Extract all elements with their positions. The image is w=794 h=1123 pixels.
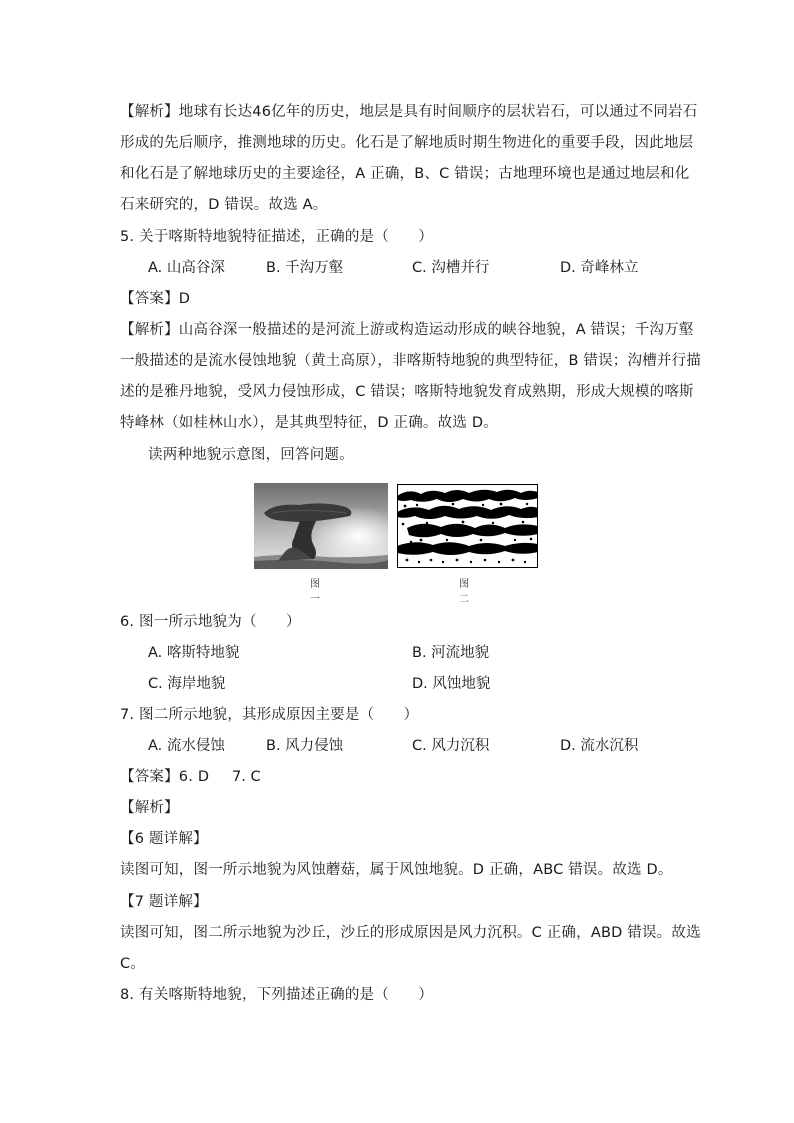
q5-option-c: C. 沟槽并行: [412, 260, 490, 276]
q5-analysis-line: 一般描述的是流水侵蚀地貌（黄土高原），非喀斯特地貌的典型特征，B 错误；沟槽并行描: [120, 353, 702, 369]
answers-6-7: 【答案】6. D: [120, 769, 210, 785]
explanation-line: 【解析】地球有长达46亿年的历史，地层是具有时间顺序的层状岩石，可以通过不同岩石: [120, 104, 698, 120]
mushroom-rock-photo: [254, 483, 388, 569]
q6-option-b: B. 河流地貌: [412, 645, 490, 661]
q7-option-b: B. 风力侵蚀: [266, 738, 344, 754]
q7-detail-line: C。: [120, 956, 146, 972]
q6-option-d: D. 风蚀地貌: [412, 676, 491, 692]
figure-2-caption: 图二: [459, 579, 469, 605]
explanation-line: 形成的先后顺序，推测地球的历史。化石是了解地质时期生物进化的重要手段，因此地层: [120, 135, 694, 151]
q7-option-d: D. 流水沉积: [560, 738, 639, 754]
answer-7: 7. C: [232, 769, 261, 785]
analysis-heading: 【解析】: [120, 800, 179, 816]
q7-option-a: A. 流水侵蚀: [148, 738, 225, 754]
q7-detail-heading: 【7 题详解】: [120, 894, 208, 910]
q5-analysis-line: 特峰林（如桂林山水），是其典型特征，D 正确。故选 D。: [120, 415, 498, 431]
q5-option-d: D. 奇峰林立: [560, 260, 639, 276]
explanation-line: 石来研究的，D 错误。故选 A。: [120, 197, 328, 213]
q5-answer: 【答案】D: [120, 291, 191, 307]
q6-option-c: C. 海岸地貌: [148, 676, 226, 692]
figure-1-caption: 图一: [310, 579, 320, 605]
question-5-stem: 5. 关于喀斯特地貌特征描述，正确的是（ ）: [120, 229, 434, 245]
explanation-line: 和化石是了解地球历史的主要途径，A 正确，B、C 错误；古地理环境也是通过地层和化: [120, 166, 690, 182]
q5-analysis-line: 述的是雅丹地貌，受风力侵蚀形成，C 错误；喀斯特地貌发育成熟期，形成大规模的喀斯: [120, 384, 694, 400]
q5-option-b: B. 千沟万壑: [266, 260, 344, 276]
figure-intro: 读两种地貌示意图，回答问题。: [148, 447, 354, 463]
sand-dune-sketch: [397, 484, 538, 568]
q7-option-c: C. 风力沉积: [412, 738, 490, 754]
q6-option-a: A. 喀斯特地貌: [148, 645, 240, 661]
q6-detail-heading: 【6 题详解】: [120, 831, 208, 847]
q7-detail-line: 读图可知，图二所示地貌为沙丘，沙丘的形成原因是风力沉积。C 正确，ABD 错误。故选: [120, 925, 701, 941]
q5-option-a: A. 山高谷深: [148, 260, 225, 276]
question-7-stem: 7. 图二所示地貌，其形成原因主要是（ ）: [120, 707, 419, 723]
question-6-stem: 6. 图一所示地貌为（ ）: [120, 614, 301, 630]
q5-analysis-line: 【解析】山高谷深一般描述的是河流上游或构造运动形成的峡谷地貌，A 错误；千沟万壑: [120, 322, 694, 338]
q6-detail: 读图可知，图一所示地貌为风蚀蘑菇，属于风蚀地貌。D 正确，ABC 错误。故选 D。: [120, 862, 673, 878]
question-8-stem: 8. 有关喀斯特地貌，下列描述正确的是（ ）: [120, 987, 434, 1003]
